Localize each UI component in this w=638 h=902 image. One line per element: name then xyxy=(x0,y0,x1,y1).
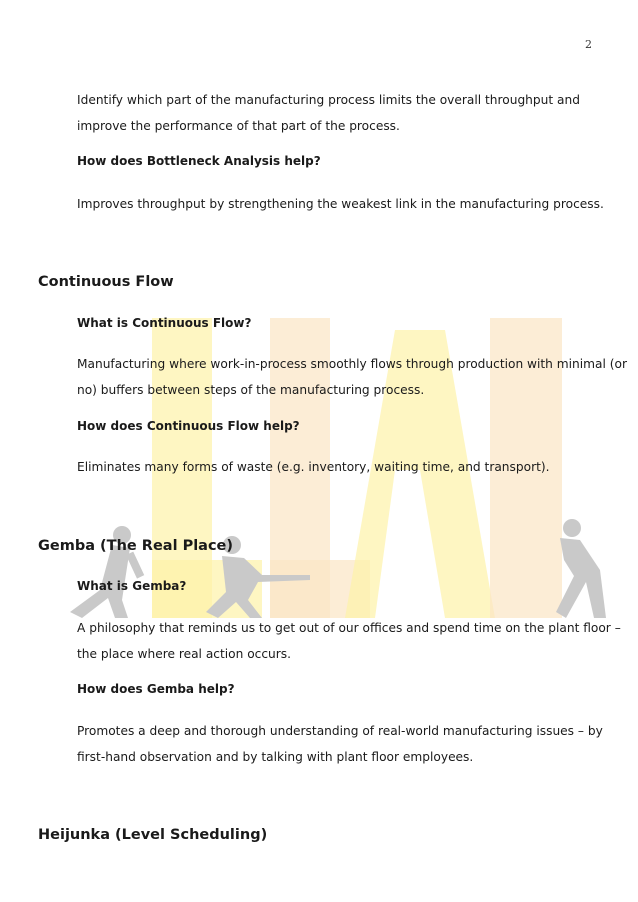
bottleneck-how-question: How does Bottleneck Analysis help? xyxy=(77,154,321,168)
continuous-flow-how-question: How does Continuous Flow help? xyxy=(77,419,300,433)
continuous-flow-heading: Continuous Flow xyxy=(38,274,174,290)
continuous-flow-what-answer-line-1: Manufacturing where work-in-process smoothly flows through production with minimal (or xyxy=(77,357,627,371)
page-number: 2 xyxy=(585,38,592,51)
continuous-flow-how-answer-line-1: Eliminates many forms of waste (e.g. inventory, waiting time, and transport). xyxy=(77,460,550,474)
continuous-flow-how-answer xyxy=(77,454,607,480)
continuous-flow-what-answer xyxy=(77,351,627,403)
continuous-flow-what-answer-line-2: no) buffers between steps of the manufacturing process. xyxy=(77,383,425,397)
gemba-how-answer-line-1: Promotes a deep and thorough understanding of real-world manufacturing issues – by xyxy=(77,724,603,738)
gemba-how-answer xyxy=(77,718,607,770)
gemba-what-answer-line-2: the place where real action occurs. xyxy=(77,647,292,661)
continuous-flow-what-question: What is Continuous Flow? xyxy=(77,316,252,330)
gemba-heading: Gemba (The Real Place) xyxy=(38,538,234,554)
heijunka-heading: Heijunka (Level Scheduling) xyxy=(38,827,268,843)
bottleneck-how-answer xyxy=(77,191,607,217)
gemba-what-question: What is Gemba? xyxy=(77,579,187,593)
bottleneck-what-answer xyxy=(77,87,607,139)
gemba-what-answer-line-1: A philosophy that reminds us to get out of our offices and spend time on the plant floor – xyxy=(77,621,621,635)
bottleneck-what-answer-line-1: Identify which part of the manufacturing process limits the overall throughput and xyxy=(77,93,580,107)
gemba-how-question: How does Gemba help? xyxy=(77,682,235,696)
bottleneck-how-answer-line-1: Improves throughput by strengthening the weakest link in the manufacturing process. xyxy=(77,197,604,211)
bottleneck-what-answer-line-2: improve the performance of that part of the process. xyxy=(77,119,400,133)
gemba-what-answer xyxy=(77,615,621,667)
gemba-how-answer-line-2: first-hand observation and by talking with plant floor employees. xyxy=(77,750,474,764)
